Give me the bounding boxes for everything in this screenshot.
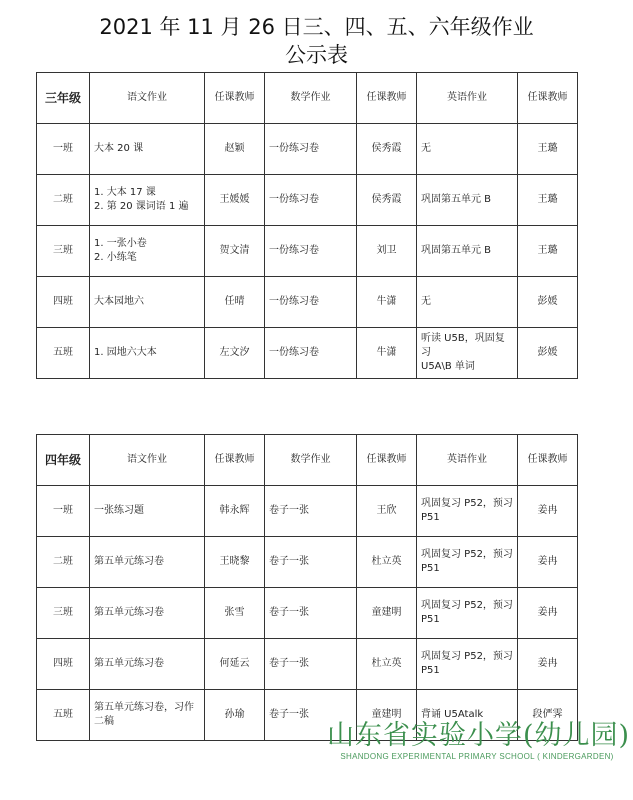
math-teacher-cell: 杜立英 <box>357 537 417 588</box>
column-header: 英语作业 <box>417 435 518 486</box>
class-cell: 五班 <box>37 690 90 741</box>
school-name-chinese: 山东省实验小学(幼儿园) <box>327 720 631 751</box>
english-homework-cell: 巩固复习 P52，预习 P51 <box>417 588 518 639</box>
chinese-homework-cell: 第五单元练习卷 <box>90 537 205 588</box>
english-homework-cell: 巩固复习 P52，预习 P51 <box>417 639 518 690</box>
table-row <box>37 124 578 175</box>
math-teacher-cell: 刘卫 <box>357 226 417 277</box>
math-teacher-cell: 杜立英 <box>357 639 417 690</box>
grade-label: 三年级 <box>37 73 90 124</box>
class-cell: 四班 <box>37 639 90 690</box>
class-cell: 四班 <box>37 277 90 328</box>
grade-label: 四年级 <box>37 435 90 486</box>
table-row <box>37 277 578 328</box>
table-header-row <box>37 73 578 124</box>
class-cell: 二班 <box>37 175 90 226</box>
english-homework-cell: 巩固第五单元 B <box>417 175 518 226</box>
chinese-teacher-cell: 何延云 <box>205 639 265 690</box>
english-teacher-cell: 段俨霁 <box>518 690 578 741</box>
class-cell: 二班 <box>37 537 90 588</box>
chinese-teacher-cell: 韩永辉 <box>205 486 265 537</box>
math-homework-cell: 卷子一张 <box>265 588 357 639</box>
math-teacher-cell: 侯秀霞 <box>357 124 417 175</box>
column-header: 数学作业 <box>265 435 357 486</box>
column-header: 英语作业 <box>417 73 518 124</box>
column-header: 语文作业 <box>90 73 205 124</box>
column-header: 数学作业 <box>265 73 357 124</box>
chinese-homework-cell: 第五单元练习卷，习作 二稿 <box>90 690 205 741</box>
table-header-row <box>37 435 578 486</box>
column-header: 任课教师 <box>357 435 417 486</box>
math-teacher-cell: 童建明 <box>357 690 417 741</box>
math-teacher-cell: 牛潇 <box>357 277 417 328</box>
english-homework-cell: 巩固第五单元 B <box>417 226 518 277</box>
chinese-homework-cell: 1. 园地六大本 <box>90 328 205 379</box>
math-teacher-cell: 童建明 <box>357 588 417 639</box>
chinese-homework-cell: 第五单元练习卷 <box>90 639 205 690</box>
grade4-homework-table <box>36 434 578 741</box>
english-teacher-cell: 姜冉 <box>518 537 578 588</box>
english-homework-cell: 听读 U5B，巩固复习 U5A\B 单词 <box>417 328 518 379</box>
chinese-homework-cell: 1. 一张小卷 2. 小练笔 <box>90 226 205 277</box>
table-row <box>37 537 578 588</box>
column-header: 任课教师 <box>205 435 265 486</box>
page-title: 2021 年 11 月 26 日三、四、五、六年级作业 <box>99 15 534 39</box>
chinese-homework-cell: 一张练习题 <box>90 486 205 537</box>
column-header: 任课教师 <box>205 73 265 124</box>
english-teacher-cell: 王璐 <box>518 175 578 226</box>
chinese-homework-cell: 大本 20 课 <box>90 124 205 175</box>
math-homework-cell: 卷子一张 <box>265 690 357 741</box>
column-header: 语文作业 <box>90 435 205 486</box>
table-row <box>37 486 578 537</box>
math-teacher-cell: 王欣 <box>357 486 417 537</box>
table-row <box>37 226 578 277</box>
table-row <box>37 639 578 690</box>
chinese-teacher-cell: 赵颖 <box>205 124 265 175</box>
class-cell: 五班 <box>37 328 90 379</box>
math-homework-cell: 一份练习卷 <box>265 277 357 328</box>
chinese-teacher-cell: 张雪 <box>205 588 265 639</box>
column-header: 任课教师 <box>518 435 578 486</box>
chinese-teacher-cell: 王晓黎 <box>205 537 265 588</box>
chinese-teacher-cell: 任晴 <box>205 277 265 328</box>
english-homework-cell: 巩固复习 P52，预习 P51 <box>417 537 518 588</box>
english-teacher-cell: 彭媛 <box>518 277 578 328</box>
chinese-homework-cell: 1. 大本 17 课 2. 第 20 课词语 1 遍 <box>90 175 205 226</box>
grade3-homework-table <box>36 72 578 379</box>
math-homework-cell: 卷子一张 <box>265 639 357 690</box>
column-header: 任课教师 <box>357 73 417 124</box>
chinese-teacher-cell: 孙瑜 <box>205 690 265 741</box>
math-teacher-cell: 侯秀霞 <box>357 175 417 226</box>
english-teacher-cell: 姜冉 <box>518 588 578 639</box>
math-homework-cell: 一份练习卷 <box>265 226 357 277</box>
chinese-homework-cell: 大本园地六 <box>90 277 205 328</box>
english-homework-cell: 无 <box>417 124 518 175</box>
school-watermark <box>327 720 631 761</box>
english-teacher-cell: 王璐 <box>518 226 578 277</box>
math-homework-cell: 卷子一张 <box>265 486 357 537</box>
chinese-teacher-cell: 王媛媛 <box>205 175 265 226</box>
math-homework-cell: 一份练习卷 <box>265 175 357 226</box>
english-teacher-cell: 王璐 <box>518 124 578 175</box>
table-row <box>37 175 578 226</box>
table-row <box>37 328 578 379</box>
table-row <box>37 588 578 639</box>
english-teacher-cell: 姜冉 <box>518 486 578 537</box>
math-homework-cell: 一份练习卷 <box>265 328 357 379</box>
class-cell: 一班 <box>37 124 90 175</box>
math-homework-cell: 一份练习卷 <box>265 124 357 175</box>
english-homework-cell: 巩固复习 P52，预习 P51 <box>417 486 518 537</box>
chinese-homework-cell: 第五单元练习卷 <box>90 588 205 639</box>
class-cell: 三班 <box>37 226 90 277</box>
math-teacher-cell: 牛潇 <box>357 328 417 379</box>
english-homework-cell: 无 <box>417 277 518 328</box>
class-cell: 三班 <box>37 588 90 639</box>
english-teacher-cell: 彭媛 <box>518 328 578 379</box>
chinese-teacher-cell: 贺文清 <box>205 226 265 277</box>
chinese-teacher-cell: 左文汐 <box>205 328 265 379</box>
column-header: 任课教师 <box>518 73 578 124</box>
school-name-english: SHANDONG EXPERIMENTAL PRIMARY SCHOOL ( KINDERGARDEN) <box>340 752 614 761</box>
english-homework-cell: 背诵 U5Atalk <box>417 690 518 741</box>
math-homework-cell: 卷子一张 <box>265 537 357 588</box>
english-teacher-cell: 姜冉 <box>518 639 578 690</box>
class-cell: 一班 <box>37 486 90 537</box>
page-subtitle: 公示表 <box>285 43 348 67</box>
